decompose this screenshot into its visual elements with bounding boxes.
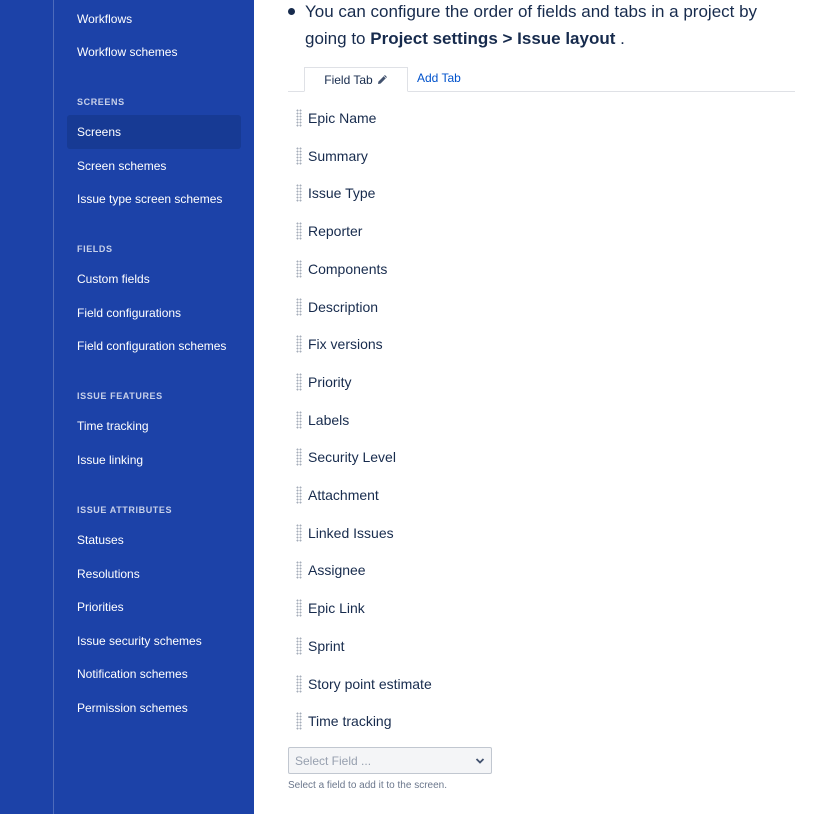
admin-sidebar — [0, 0, 254, 814]
drag-handle-icon[interactable] — [296, 298, 302, 316]
drag-handle-icon[interactable] — [296, 637, 302, 655]
field-label: Security Level — [308, 449, 396, 465]
drag-handle-icon[interactable] — [296, 524, 302, 542]
field-label: Story point estimate — [308, 676, 432, 692]
drag-handle-icon[interactable] — [296, 147, 302, 165]
sidebar-item-notification-schemes[interactable]: Notification schemes — [77, 667, 188, 681]
field-row[interactable] — [296, 296, 378, 318]
instruction-suffix: . — [615, 29, 625, 48]
drag-handle-icon[interactable] — [296, 184, 302, 202]
field-row[interactable] — [296, 522, 394, 544]
field-label: Fix versions — [308, 336, 383, 352]
field-row[interactable] — [296, 710, 392, 732]
field-label: Reporter — [308, 223, 363, 239]
drag-handle-icon[interactable] — [296, 599, 302, 617]
sidebar-item-statuses[interactable]: Statuses — [77, 533, 124, 547]
field-row[interactable] — [296, 182, 375, 204]
field-label: Description — [308, 299, 379, 315]
drag-handle-icon[interactable] — [296, 448, 302, 466]
field-row[interactable] — [296, 559, 366, 581]
field-label: Epic Name — [308, 110, 377, 126]
sidebar-item-workflow-schemes[interactable]: Workflow schemes — [77, 45, 178, 59]
sidebar-item-issue-linking[interactable]: Issue linking — [77, 453, 144, 467]
sidebar-item-priorities[interactable]: Priorities — [77, 600, 124, 614]
field-label: Summary — [308, 148, 368, 164]
field-label: Labels — [308, 412, 350, 428]
sidebar-item-permission-schemes[interactable]: Permission schemes — [77, 701, 188, 715]
drag-handle-icon[interactable] — [296, 411, 302, 429]
sidebar-item-screen-schemes[interactable]: Screen schemes — [77, 159, 167, 173]
field-label: Issue Type — [308, 185, 376, 201]
field-row[interactable] — [296, 446, 396, 468]
sidebar-item-screens[interactable]: Screens — [67, 115, 241, 149]
select-field-placeholder: Select Field ... — [295, 753, 372, 768]
select-field-hint: Select a field to add it to the screen. — [288, 780, 447, 791]
field-label: Components — [308, 261, 388, 277]
instruction-text — [305, 0, 775, 52]
field-label: Priority — [308, 374, 352, 390]
sidebar-item-workflows[interactable]: Workflows — [77, 12, 133, 26]
sidebar-item-issue-security-schemes[interactable]: Issue security schemes — [77, 634, 202, 648]
sidebar-item-field-configurations[interactable]: Field configurations — [77, 306, 182, 320]
field-row[interactable] — [296, 409, 349, 431]
main-content — [254, 0, 828, 814]
field-label: Epic Link — [308, 600, 365, 616]
field-row[interactable] — [296, 258, 387, 280]
instruction-prefix: You can configure the order of fields and tabs in a project by going to — [305, 2, 758, 48]
tab-field-tab[interactable] — [304, 67, 408, 92]
sidebar-heading-fields: FIELDS — [77, 244, 113, 254]
field-row[interactable] — [296, 145, 368, 167]
field-row[interactable] — [296, 220, 362, 242]
field-row[interactable] — [296, 673, 432, 695]
sidebar-rail-divider — [53, 0, 54, 814]
field-row[interactable] — [296, 333, 383, 355]
field-row[interactable] — [296, 597, 365, 619]
drag-handle-icon[interactable] — [296, 561, 302, 579]
sidebar-item-field-configuration-schemes[interactable]: Field configuration schemes — [77, 339, 227, 353]
field-label: Linked Issues — [308, 525, 394, 541]
sidebar-heading-issue-attributes: ISSUE ATTRIBUTES — [77, 505, 173, 515]
sidebar-heading-issue-features: ISSUE FEATURES — [77, 391, 163, 401]
drag-handle-icon[interactable] — [296, 712, 302, 730]
drag-handle-icon[interactable] — [296, 373, 302, 391]
field-row[interactable] — [296, 635, 345, 657]
sidebar-heading-screens: SCREENS — [77, 97, 125, 107]
drag-handle-icon[interactable] — [296, 675, 302, 693]
field-label: Time tracking — [308, 713, 392, 729]
drag-handle-icon[interactable] — [296, 486, 302, 504]
select-field-dropdown[interactable] — [288, 747, 492, 774]
field-row[interactable] — [296, 371, 352, 393]
sidebar-item-issue-type-screen-schemes[interactable]: Issue type screen schemes — [77, 192, 223, 206]
drag-handle-icon[interactable] — [296, 109, 302, 127]
field-label: Attachment — [308, 487, 379, 503]
pencil-icon[interactable] — [377, 74, 388, 85]
tab-field-tab-label: Field Tab — [324, 72, 373, 87]
drag-handle-icon[interactable] — [296, 335, 302, 353]
field-row[interactable] — [296, 107, 376, 129]
instruction-path: Project settings > Issue layout — [370, 29, 616, 48]
drag-handle-icon[interactable] — [296, 260, 302, 278]
field-row[interactable] — [296, 484, 379, 506]
bullet-dot — [288, 8, 295, 15]
sidebar-item-custom-fields[interactable]: Custom fields — [77, 272, 150, 286]
drag-handle-icon[interactable] — [296, 222, 302, 240]
field-label: Sprint — [308, 638, 345, 654]
field-label: Assignee — [308, 562, 366, 578]
add-tab-link[interactable]: Add Tab — [417, 71, 461, 85]
chevron-down-icon — [475, 756, 485, 766]
sidebar-item-time-tracking[interactable]: Time tracking — [77, 419, 149, 433]
sidebar-item-resolutions[interactable]: Resolutions — [77, 567, 140, 581]
